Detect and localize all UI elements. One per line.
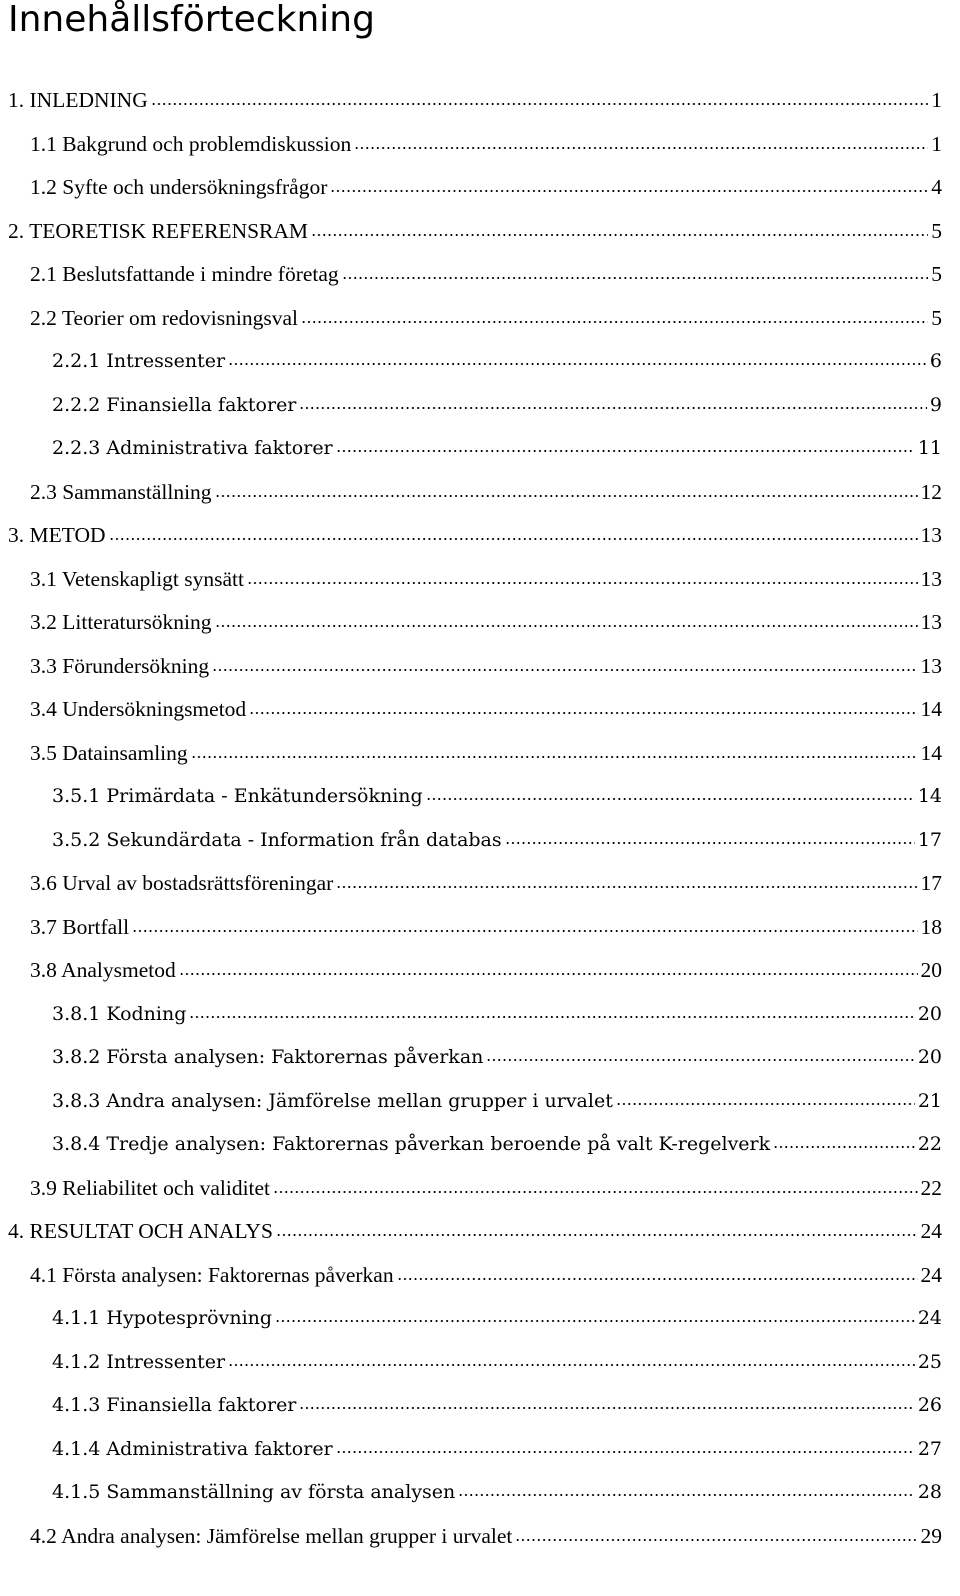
toc-entry-page-number: 20 bbox=[917, 1046, 942, 1068]
toc-entry-page-number: 13 bbox=[920, 610, 942, 634]
dot-leader bbox=[299, 1407, 914, 1409]
toc-entry-title: 3.5.1 Primärdata - Enkätundersökning bbox=[52, 785, 423, 807]
dot-leader bbox=[301, 321, 928, 323]
toc-entry[interactable] bbox=[52, 1037, 942, 1077]
dot-leader bbox=[228, 363, 927, 365]
dot-leader bbox=[179, 973, 918, 975]
toc-entry-page-number: 17 bbox=[920, 871, 942, 895]
toc-entry[interactable] bbox=[52, 820, 942, 860]
toc-entry[interactable] bbox=[30, 733, 942, 773]
toc-entry-page-number: 18 bbox=[920, 914, 942, 939]
toc-entry[interactable] bbox=[30, 254, 942, 294]
toc-entry-page-number: 24 bbox=[920, 1219, 942, 1243]
toc-entry-page-number: 1 bbox=[931, 131, 942, 156]
toc-entry-title: 4.1.3 Finansiella faktorer bbox=[52, 1394, 297, 1416]
toc-entry[interactable] bbox=[52, 1342, 942, 1382]
toc-entry-title: 4.1.2 Intressenter bbox=[52, 1350, 226, 1373]
toc-entry[interactable] bbox=[30, 863, 942, 903]
toc-entry-page-number: 4 bbox=[931, 175, 942, 199]
toc-entry-title: 4.1.1 Hypotesprövning bbox=[52, 1307, 273, 1329]
toc-entry-title: 3.8.1 Kodning bbox=[52, 1002, 187, 1025]
toc-entry-title: 1. INLEDNING bbox=[8, 88, 148, 112]
toc-entry-page-number: 21 bbox=[917, 1089, 942, 1112]
toc-entry-title: 2.2.1 Intressenter bbox=[52, 350, 226, 372]
toc-entry-title: 3. METOD bbox=[8, 523, 106, 547]
toc-entry[interactable] bbox=[30, 1255, 942, 1295]
dot-leader bbox=[336, 450, 915, 452]
toc-heading: Innehållsförteckning bbox=[8, 0, 375, 40]
dot-leader bbox=[109, 538, 918, 540]
dot-leader bbox=[189, 1016, 914, 1018]
dot-leader bbox=[426, 798, 915, 800]
dot-leader bbox=[215, 625, 918, 627]
dot-leader bbox=[311, 234, 928, 236]
toc-entry-page-number: 12 bbox=[920, 479, 942, 504]
toc-entry[interactable] bbox=[52, 428, 942, 468]
toc-entry-page-number: 17 bbox=[917, 828, 942, 851]
toc-entry[interactable] bbox=[30, 646, 942, 686]
toc-entry-page-number: 24 bbox=[920, 1262, 942, 1287]
toc-entry-title: 2.2 Teorier om redovisningsval bbox=[30, 305, 298, 330]
toc-entry-title: 3.6 Urval av bostadsrättsföreningar bbox=[30, 871, 334, 895]
toc-entry[interactable] bbox=[52, 1081, 942, 1121]
toc-entry[interactable] bbox=[30, 1516, 942, 1556]
dot-leader bbox=[342, 277, 929, 279]
toc-entry-page-number: 13 bbox=[920, 523, 942, 547]
dot-leader bbox=[397, 1278, 918, 1280]
dot-leader bbox=[191, 756, 918, 758]
toc-entry[interactable] bbox=[30, 298, 942, 338]
toc-entry-title: 3.2 Litteratursökning bbox=[30, 610, 212, 634]
toc-entry[interactable] bbox=[30, 124, 942, 164]
toc-entry[interactable] bbox=[8, 211, 942, 251]
dot-leader bbox=[299, 407, 927, 409]
toc-entry-page-number: 5 bbox=[931, 305, 942, 330]
toc-entry-title: 2.1 Beslutsfattande i mindre företag bbox=[30, 262, 339, 286]
toc-entry[interactable] bbox=[30, 167, 942, 207]
toc-entry-page-number: 20 bbox=[920, 958, 942, 982]
toc-entry-title: 3.5.2 Sekundärdata - Information från databas bbox=[52, 828, 502, 851]
toc-entry-page-number: 24 bbox=[917, 1307, 942, 1329]
dot-leader bbox=[336, 886, 917, 888]
toc-entry[interactable] bbox=[30, 907, 942, 947]
toc-entry-title: 3.7 Bortfall bbox=[30, 914, 130, 939]
toc-entry-title: 2.3 Sammanställning bbox=[30, 479, 212, 504]
toc-entry-page-number: 1 bbox=[931, 88, 942, 112]
dot-leader bbox=[132, 930, 917, 932]
toc-entry-title: 1.1 Bakgrund och problemdiskussion bbox=[30, 131, 352, 156]
toc-entry-page-number: 28 bbox=[917, 1481, 942, 1503]
toc-entry[interactable] bbox=[52, 1429, 942, 1469]
toc-entry[interactable] bbox=[8, 515, 942, 555]
toc-entry-title: 3.8.3 Andra analysen: Jämförelse mellan grupper i urvalet bbox=[52, 1089, 613, 1112]
toc-entry[interactable] bbox=[52, 385, 942, 425]
dot-leader bbox=[249, 712, 917, 714]
dot-leader bbox=[212, 669, 917, 671]
dot-leader bbox=[228, 1364, 915, 1366]
toc-entry[interactable] bbox=[8, 1211, 942, 1251]
toc-entry-page-number: 6 bbox=[929, 350, 942, 372]
toc-entry-title: 4.1.5 Sammanställning av första analysen bbox=[52, 1481, 456, 1503]
toc-entry[interactable] bbox=[52, 1385, 942, 1425]
toc-entry[interactable] bbox=[30, 602, 942, 642]
dot-leader bbox=[151, 103, 929, 105]
toc-entry-page-number: 13 bbox=[920, 653, 942, 678]
toc-entry-page-number: 13 bbox=[920, 566, 942, 591]
toc-entry-title: 3.8.4 Tredje analysen: Faktorernas påverkan beroende på valt K-regelverk bbox=[52, 1133, 771, 1155]
toc-entry-title: 1.2 Syfte och undersökningsfrågor bbox=[30, 175, 328, 199]
toc-entry-title: 4.2 Andra analysen: Jämförelse mellan grupper i urvalet bbox=[30, 1523, 513, 1548]
dot-leader bbox=[336, 1451, 915, 1453]
toc-entry-page-number: 14 bbox=[920, 740, 942, 765]
dot-leader bbox=[275, 1320, 915, 1322]
toc-entry-page-number: 26 bbox=[917, 1394, 942, 1416]
toc-entry-page-number: 25 bbox=[917, 1350, 942, 1373]
dot-leader bbox=[616, 1103, 915, 1105]
dot-leader bbox=[354, 147, 928, 149]
dot-leader bbox=[505, 842, 915, 844]
toc-entry[interactable] bbox=[30, 1168, 942, 1208]
toc-entry[interactable] bbox=[52, 776, 942, 816]
toc-entry-page-number: 11 bbox=[917, 437, 942, 459]
toc-entry-page-number: 9 bbox=[929, 393, 942, 416]
toc-entry[interactable] bbox=[8, 80, 942, 120]
toc-entry-page-number: 22 bbox=[920, 1175, 942, 1200]
dot-leader bbox=[773, 1146, 915, 1148]
toc-entry-page-number: 29 bbox=[920, 1523, 942, 1548]
toc-entry-title: 4.1 Första analysen: Faktorernas påverkan bbox=[30, 1262, 394, 1287]
toc-entry-title: 2.2.2 Finansiella faktorer bbox=[52, 393, 297, 416]
toc-entry-page-number: 5 bbox=[931, 218, 942, 243]
dot-leader bbox=[215, 495, 918, 497]
toc-entry-title: 3.9 Reliabilitet och validitet bbox=[30, 1175, 271, 1200]
toc-entry[interactable] bbox=[30, 559, 942, 599]
toc-entry[interactable] bbox=[30, 950, 942, 990]
toc-entry-title: 3.3 Förundersökning bbox=[30, 653, 210, 678]
toc-entry-title: 4.1.4 Administrativa faktorer bbox=[52, 1437, 333, 1460]
toc-entry[interactable] bbox=[52, 1298, 942, 1338]
toc-entry-title: 3.1 Vetenskapligt synsätt bbox=[30, 566, 244, 591]
toc-entry-page-number: 27 bbox=[917, 1437, 942, 1460]
dot-leader bbox=[247, 582, 918, 584]
toc-entry-title: 2. TEORETISK REFERENSRAM bbox=[8, 218, 309, 243]
dot-leader bbox=[330, 190, 928, 192]
toc-entry-title: 3.8.2 Första analysen: Faktorernas påverkan bbox=[52, 1046, 484, 1068]
toc-entry-page-number: 22 bbox=[917, 1133, 942, 1155]
dot-leader bbox=[273, 1191, 917, 1193]
toc-entry[interactable] bbox=[52, 1472, 942, 1512]
toc-entry[interactable] bbox=[52, 994, 942, 1034]
toc-entry-title: 3.4 Undersökningsmetod bbox=[30, 697, 247, 721]
dot-leader bbox=[276, 1234, 918, 1236]
toc-entry-title: 2.2.3 Administrativa faktorer bbox=[52, 437, 333, 459]
toc-entry[interactable] bbox=[30, 689, 942, 729]
toc-entry-page-number: 5 bbox=[931, 262, 942, 286]
toc-entry[interactable] bbox=[52, 1124, 942, 1164]
toc-entry-title: 3.5 Datainsamling bbox=[30, 740, 188, 765]
toc-entry-title: 4. RESULTAT OCH ANALYS bbox=[8, 1219, 273, 1243]
dot-leader bbox=[486, 1059, 914, 1061]
toc-entry-title: 3.8 Analysmetod bbox=[30, 958, 176, 982]
dot-leader bbox=[515, 1539, 917, 1541]
toc-entry-page-number: 20 bbox=[917, 1002, 942, 1025]
toc-entry-page-number: 14 bbox=[917, 785, 942, 807]
dot-leader bbox=[458, 1494, 915, 1496]
toc-entry-page-number: 14 bbox=[920, 697, 942, 721]
toc-entry[interactable] bbox=[30, 472, 942, 512]
toc-entry[interactable] bbox=[52, 341, 942, 381]
